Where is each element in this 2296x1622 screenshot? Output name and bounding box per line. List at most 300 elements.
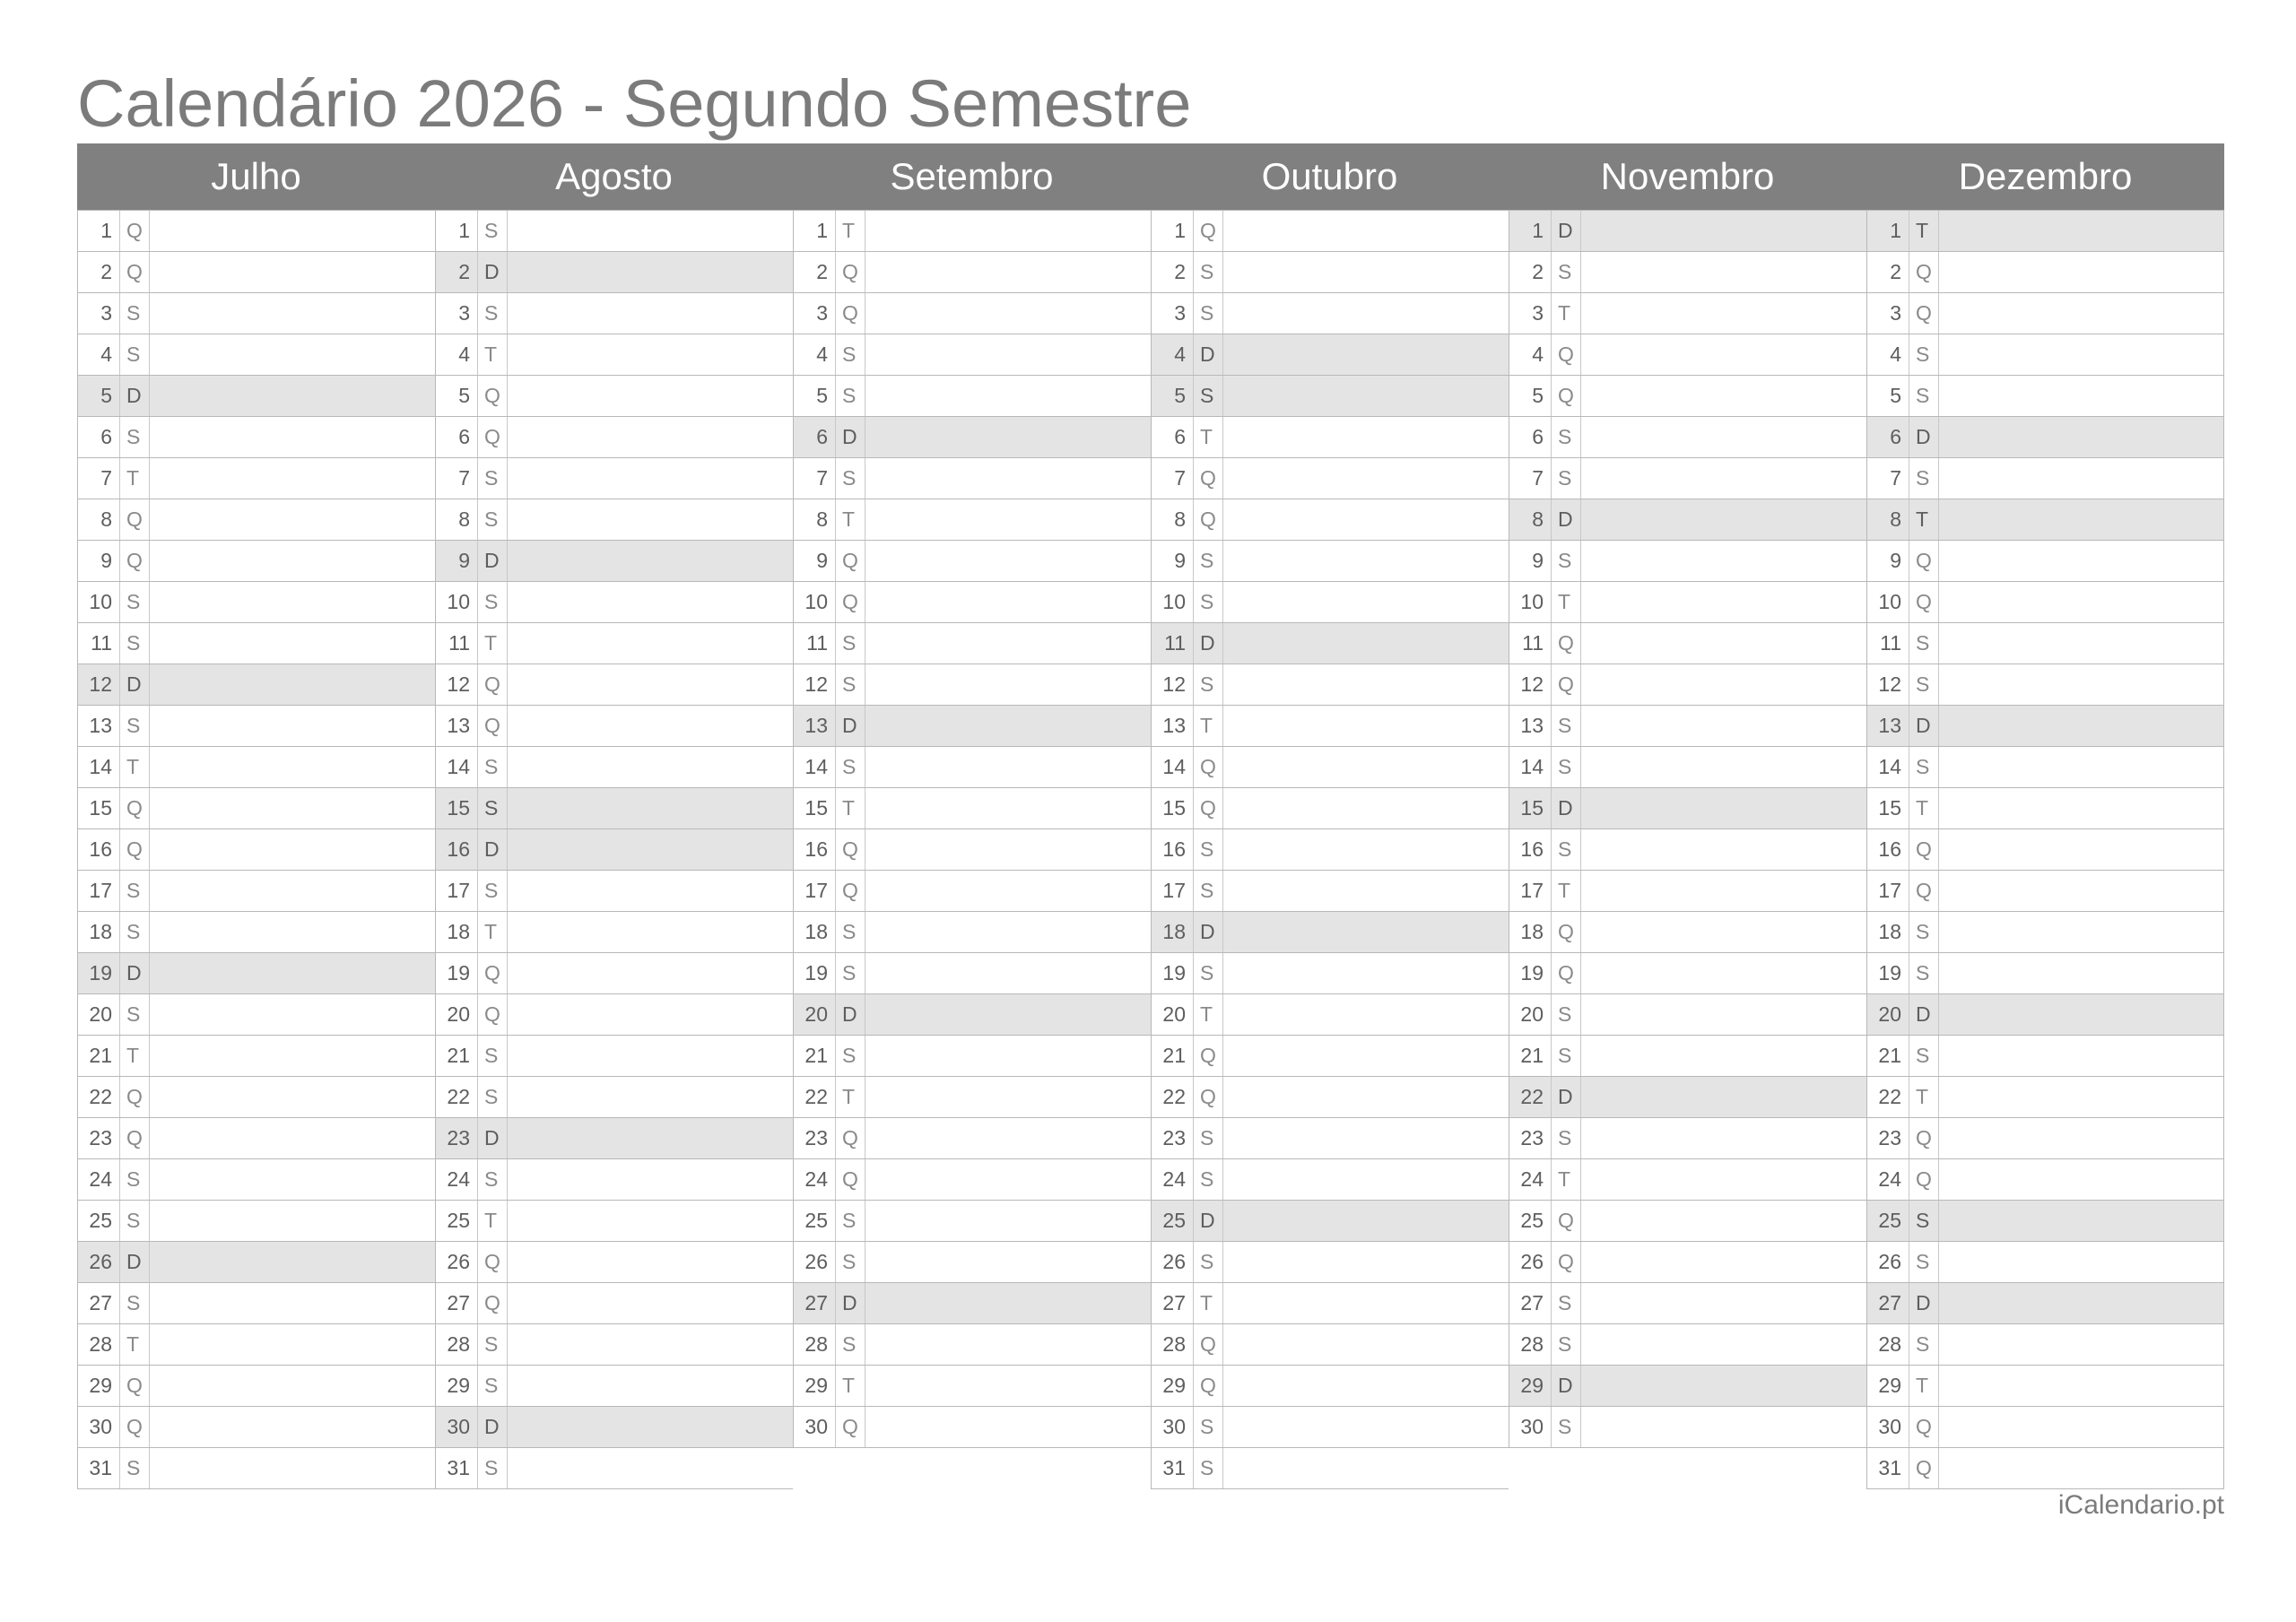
day-number: 7 (1509, 458, 1552, 499)
weekday-letter: D (120, 664, 150, 705)
day-row (794, 1366, 1151, 1407)
weekday-letter: Q (1194, 1324, 1223, 1365)
note-cell[interactable] (508, 994, 793, 1035)
note-cell[interactable] (1939, 458, 2223, 499)
day-row (1509, 706, 1866, 747)
weekday-letter: Q (478, 417, 508, 457)
note-cell[interactable] (865, 499, 1151, 540)
note-cell[interactable] (150, 1201, 435, 1241)
day-number: 8 (78, 499, 120, 540)
note-cell[interactable] (1581, 1366, 1866, 1406)
note-cell[interactable] (508, 829, 793, 870)
day-row (78, 458, 435, 499)
note-cell[interactable] (865, 829, 1151, 870)
note-cell[interactable] (865, 664, 1151, 705)
weekday-letter: Q (1194, 1036, 1223, 1076)
note-cell[interactable] (150, 788, 435, 828)
day-row (436, 376, 793, 417)
note-cell[interactable] (1223, 1242, 1509, 1282)
note-cell[interactable] (1581, 541, 1866, 581)
note-cell[interactable] (150, 1407, 435, 1447)
day-number: 15 (1152, 788, 1194, 828)
weekday-letter: S (836, 334, 865, 375)
note-cell[interactable] (1939, 912, 2223, 952)
weekday-letter: T (478, 334, 508, 375)
note-cell[interactable] (865, 1407, 1151, 1447)
weekday-letter: S (1909, 1036, 1939, 1076)
weekday-letter: T (1909, 788, 1939, 828)
weekday-letter: T (120, 1036, 150, 1076)
day-row (436, 1366, 793, 1407)
note-cell[interactable] (1223, 871, 1509, 911)
weekday-letter: S (836, 1324, 865, 1365)
day-row-highlighted (78, 953, 435, 994)
day-number: 20 (794, 994, 836, 1035)
note-cell[interactable] (1223, 376, 1509, 416)
note-cell[interactable] (508, 1448, 793, 1488)
weekday-letter: S (1909, 953, 1939, 993)
day-row-highlighted (1867, 1283, 2223, 1324)
note-cell[interactable] (508, 376, 793, 416)
day-row (436, 953, 793, 994)
note-cell[interactable] (150, 1118, 435, 1158)
weekday-letter: D (1909, 417, 1939, 457)
note-cell[interactable] (508, 1159, 793, 1200)
weekday-letter: Q (836, 1118, 865, 1158)
weekday-letter: Q (1909, 252, 1939, 292)
note-cell[interactable] (1581, 706, 1866, 746)
note-cell[interactable] (1939, 1448, 2223, 1488)
weekday-letter: S (1194, 252, 1223, 292)
note-cell[interactable] (1939, 623, 2223, 664)
weekday-letter: S (1909, 334, 1939, 375)
note-cell[interactable] (865, 623, 1151, 664)
note-cell[interactable] (1223, 912, 1509, 952)
note-cell[interactable] (150, 747, 435, 787)
note-cell[interactable] (1939, 376, 2223, 416)
note-cell[interactable] (1939, 499, 2223, 540)
note-cell[interactable] (150, 994, 435, 1035)
day-row-highlighted (1152, 1201, 1509, 1242)
day-number: 17 (794, 871, 836, 911)
day-row (78, 1201, 435, 1242)
note-cell[interactable] (1223, 1159, 1509, 1200)
note-cell[interactable] (508, 953, 793, 993)
note-cell[interactable] (508, 1201, 793, 1241)
weekday-letter: S (478, 1077, 508, 1117)
note-cell[interactable] (1581, 499, 1866, 540)
note-cell[interactable] (865, 953, 1151, 993)
day-row (794, 334, 1151, 376)
note-cell[interactable] (508, 1077, 793, 1117)
note-cell[interactable] (1581, 994, 1866, 1035)
day-number: 11 (1152, 623, 1194, 664)
note-cell[interactable] (865, 1159, 1151, 1200)
note-cell[interactable] (150, 1324, 435, 1365)
note-cell[interactable] (150, 953, 435, 993)
weekday-letter: S (1552, 1118, 1581, 1158)
day-number: 12 (78, 664, 120, 705)
note-cell[interactable] (1939, 417, 2223, 457)
weekday-letter: T (478, 912, 508, 952)
note-cell[interactable] (150, 582, 435, 622)
weekday-letter: S (1909, 1324, 1939, 1365)
weekday-letter: S (1194, 293, 1223, 334)
note-cell[interactable] (1939, 541, 2223, 581)
note-cell[interactable] (865, 541, 1151, 581)
day-number: 31 (1152, 1448, 1194, 1488)
note-cell[interactable] (1581, 1242, 1866, 1282)
note-cell[interactable] (508, 747, 793, 787)
note-cell[interactable] (1581, 829, 1866, 870)
day-number: 19 (436, 953, 478, 993)
note-cell[interactable] (1939, 871, 2223, 911)
note-cell[interactable] (508, 293, 793, 334)
day-number: 12 (1867, 664, 1909, 705)
note-cell[interactable] (1581, 211, 1866, 251)
note-cell[interactable] (150, 1077, 435, 1117)
day-number: 21 (78, 1036, 120, 1076)
note-cell[interactable] (508, 912, 793, 952)
weekday-letter: T (1194, 417, 1223, 457)
note-cell[interactable] (1581, 293, 1866, 334)
note-cell[interactable] (1223, 1201, 1509, 1241)
note-cell[interactable] (150, 1036, 435, 1076)
note-cell[interactable] (508, 417, 793, 457)
weekday-letter: Q (478, 1283, 508, 1323)
day-number: 13 (78, 706, 120, 746)
note-cell[interactable] (508, 1407, 793, 1447)
note-cell[interactable] (865, 211, 1151, 251)
note-cell[interactable] (508, 541, 793, 581)
note-cell[interactable] (150, 334, 435, 375)
note-cell[interactable] (1581, 252, 1866, 292)
day-number: 17 (78, 871, 120, 911)
day-row (1867, 334, 2223, 376)
note-cell[interactable] (1939, 334, 2223, 375)
note-cell[interactable] (1939, 211, 2223, 251)
note-cell[interactable] (1939, 1324, 2223, 1365)
note-cell[interactable] (1223, 1118, 1509, 1158)
weekday-letter: T (1552, 871, 1581, 911)
weekday-letter: S (836, 1242, 865, 1282)
day-row (436, 210, 793, 252)
day-row (1509, 912, 1866, 953)
note-cell[interactable] (1581, 788, 1866, 828)
day-number: 25 (1152, 1201, 1194, 1241)
note-cell[interactable] (1581, 1118, 1866, 1158)
note-cell[interactable] (508, 871, 793, 911)
note-cell[interactable] (865, 912, 1151, 952)
note-cell[interactable] (150, 829, 435, 870)
day-list (1509, 210, 1866, 1448)
note-cell[interactable] (1223, 1366, 1509, 1406)
note-cell[interactable] (150, 499, 435, 540)
weekday-letter: S (478, 788, 508, 828)
note-cell[interactable] (1223, 582, 1509, 622)
note-cell[interactable] (1223, 1324, 1509, 1365)
note-cell[interactable] (150, 1366, 435, 1406)
note-cell[interactable] (1939, 1407, 2223, 1447)
day-number: 13 (1509, 706, 1552, 746)
note-cell[interactable] (1581, 458, 1866, 499)
weekday-letter: S (1909, 1242, 1939, 1282)
day-row (1867, 582, 2223, 623)
note-cell[interactable] (1939, 1118, 2223, 1158)
day-number: 15 (1867, 788, 1909, 828)
note-cell[interactable] (1939, 747, 2223, 787)
weekday-letter: S (1194, 829, 1223, 870)
weekday-letter: S (478, 1324, 508, 1365)
note-cell[interactable] (1223, 706, 1509, 746)
note-cell[interactable] (1223, 747, 1509, 787)
day-number: 4 (436, 334, 478, 375)
note-cell[interactable] (1223, 499, 1509, 540)
note-cell[interactable] (150, 706, 435, 746)
day-number: 29 (436, 1366, 478, 1406)
note-cell[interactable] (1581, 1077, 1866, 1117)
note-cell[interactable] (1581, 1407, 1866, 1447)
note-cell[interactable] (1939, 706, 2223, 746)
note-cell[interactable] (1581, 664, 1866, 705)
note-cell[interactable] (1581, 747, 1866, 787)
note-cell[interactable] (865, 1324, 1151, 1365)
day-row (78, 1159, 435, 1201)
note-cell[interactable] (150, 458, 435, 499)
note-cell[interactable] (865, 293, 1151, 334)
day-number: 19 (794, 953, 836, 993)
day-number: 3 (78, 293, 120, 334)
day-number: 10 (78, 582, 120, 622)
note-cell[interactable] (1939, 664, 2223, 705)
day-number: 24 (436, 1159, 478, 1200)
day-number: 25 (1867, 1201, 1909, 1241)
weekday-letter: T (1194, 706, 1223, 746)
note-cell[interactable] (150, 1448, 435, 1488)
day-row (1867, 1036, 2223, 1077)
note-cell[interactable] (1581, 1036, 1866, 1076)
day-row (78, 912, 435, 953)
day-number: 16 (1867, 829, 1909, 870)
day-number: 23 (1867, 1118, 1909, 1158)
note-cell[interactable] (865, 1242, 1151, 1282)
day-number: 21 (1509, 1036, 1552, 1076)
note-cell[interactable] (1939, 1036, 2223, 1076)
day-number: 11 (436, 623, 478, 664)
note-cell[interactable] (150, 623, 435, 664)
note-cell[interactable] (1939, 1159, 2223, 1200)
note-cell[interactable] (150, 912, 435, 952)
note-cell[interactable] (1581, 1283, 1866, 1323)
weekday-letter: S (120, 582, 150, 622)
note-cell[interactable] (1939, 1242, 2223, 1282)
note-cell[interactable] (1581, 334, 1866, 375)
note-cell[interactable] (1939, 582, 2223, 622)
day-row (1509, 252, 1866, 293)
note-cell[interactable] (150, 293, 435, 334)
note-cell[interactable] (150, 1283, 435, 1323)
day-number: 15 (78, 788, 120, 828)
day-number: 7 (1867, 458, 1909, 499)
note-cell[interactable] (1223, 953, 1509, 993)
note-cell[interactable] (1223, 211, 1509, 251)
note-cell[interactable] (865, 1283, 1151, 1323)
note-cell[interactable] (1223, 252, 1509, 292)
note-cell[interactable] (1581, 417, 1866, 457)
note-cell[interactable] (1223, 788, 1509, 828)
note-cell[interactable] (1223, 334, 1509, 375)
day-row (436, 1201, 793, 1242)
note-cell[interactable] (865, 376, 1151, 416)
day-number: 2 (436, 252, 478, 292)
weekday-letter: S (120, 1283, 150, 1323)
note-cell[interactable] (1223, 664, 1509, 705)
note-cell[interactable] (865, 871, 1151, 911)
day-row (1509, 871, 1866, 912)
note-cell[interactable] (1581, 1324, 1866, 1365)
weekday-letter: S (478, 458, 508, 499)
month-header: Setembro (793, 143, 1151, 210)
note-cell[interactable] (1581, 376, 1866, 416)
note-cell[interactable] (1581, 582, 1866, 622)
note-cell[interactable] (508, 252, 793, 292)
note-cell[interactable] (1581, 953, 1866, 993)
note-cell[interactable] (1581, 1201, 1866, 1241)
note-cell[interactable] (150, 252, 435, 292)
note-cell[interactable] (865, 334, 1151, 375)
note-cell[interactable] (1223, 829, 1509, 870)
note-cell[interactable] (508, 582, 793, 622)
note-cell[interactable] (865, 706, 1151, 746)
footer-brand[interactable]: iCalendario.pt (2057, 1490, 2224, 1520)
note-cell[interactable] (1223, 293, 1509, 334)
day-row (436, 664, 793, 706)
note-cell[interactable] (1939, 1366, 2223, 1406)
note-cell[interactable] (508, 1366, 793, 1406)
note-cell[interactable] (1581, 912, 1866, 952)
note-cell[interactable] (508, 458, 793, 499)
note-cell[interactable] (1223, 994, 1509, 1035)
weekday-letter: D (1552, 1366, 1581, 1406)
day-number: 3 (1509, 293, 1552, 334)
month-header: Outubro (1151, 143, 1509, 210)
day-row (1152, 1283, 1509, 1324)
note-cell[interactable] (508, 788, 793, 828)
note-cell[interactable] (865, 1036, 1151, 1076)
note-cell[interactable] (150, 376, 435, 416)
note-cell[interactable] (1223, 1407, 1509, 1447)
note-cell[interactable] (865, 1077, 1151, 1117)
note-cell[interactable] (1939, 788, 2223, 828)
note-cell[interactable] (1939, 829, 2223, 870)
note-cell[interactable] (1939, 252, 2223, 292)
day-row (1509, 1159, 1866, 1201)
weekday-letter: Q (1552, 334, 1581, 375)
weekday-letter: S (836, 623, 865, 664)
weekday-letter: D (1552, 499, 1581, 540)
day-row (1867, 912, 2223, 953)
day-number: 24 (794, 1159, 836, 1200)
note-cell[interactable] (150, 417, 435, 457)
note-cell[interactable] (150, 871, 435, 911)
day-row (1867, 953, 2223, 994)
day-row (436, 912, 793, 953)
month-header: Julho (77, 143, 435, 210)
note-cell[interactable] (508, 1283, 793, 1323)
note-cell[interactable] (508, 1242, 793, 1282)
note-cell[interactable] (865, 994, 1151, 1035)
weekday-letter: S (1194, 541, 1223, 581)
note-cell[interactable] (865, 788, 1151, 828)
note-cell[interactable] (1223, 1283, 1509, 1323)
note-cell[interactable] (508, 334, 793, 375)
note-cell[interactable] (150, 541, 435, 581)
note-cell[interactable] (1223, 1036, 1509, 1076)
note-cell[interactable] (865, 252, 1151, 292)
note-cell[interactable] (865, 458, 1151, 499)
note-cell[interactable] (508, 1118, 793, 1158)
note-cell[interactable] (865, 1201, 1151, 1241)
note-cell[interactable] (1939, 293, 2223, 334)
note-cell[interactable] (865, 1118, 1151, 1158)
day-row (78, 1407, 435, 1448)
note-cell[interactable] (508, 623, 793, 664)
note-cell[interactable] (1223, 623, 1509, 664)
day-number: 28 (1509, 1324, 1552, 1365)
note-cell[interactable] (1223, 417, 1509, 457)
note-cell[interactable] (1939, 1283, 2223, 1323)
note-cell[interactable] (865, 582, 1151, 622)
note-cell[interactable] (150, 1242, 435, 1282)
day-number: 2 (78, 252, 120, 292)
note-cell[interactable] (150, 664, 435, 705)
weekday-letter: T (836, 788, 865, 828)
day-number: 18 (436, 912, 478, 952)
note-cell[interactable] (865, 747, 1151, 787)
day-row (1509, 334, 1866, 376)
note-cell[interactable] (1223, 458, 1509, 499)
note-cell[interactable] (508, 706, 793, 746)
day-number: 16 (1152, 829, 1194, 870)
note-cell[interactable] (1939, 994, 2223, 1035)
note-cell[interactable] (508, 1036, 793, 1076)
note-cell[interactable] (1223, 541, 1509, 581)
weekday-letter: S (1552, 1407, 1581, 1447)
day-row (78, 293, 435, 334)
day-row (794, 664, 1151, 706)
note-cell[interactable] (1223, 1077, 1509, 1117)
note-cell[interactable] (1939, 953, 2223, 993)
day-row (78, 210, 435, 252)
note-cell[interactable] (150, 1159, 435, 1200)
note-cell[interactable] (1939, 1201, 2223, 1241)
note-cell[interactable] (508, 499, 793, 540)
note-cell[interactable] (508, 664, 793, 705)
note-cell[interactable] (1581, 1159, 1866, 1200)
note-cell[interactable] (1581, 623, 1866, 664)
note-cell[interactable] (865, 1366, 1151, 1406)
weekday-letter: S (1194, 664, 1223, 705)
day-number: 3 (1152, 293, 1194, 334)
day-number: 10 (436, 582, 478, 622)
note-cell[interactable] (1223, 1448, 1509, 1488)
note-cell[interactable] (1939, 1077, 2223, 1117)
note-cell[interactable] (150, 211, 435, 251)
note-cell[interactable] (508, 211, 793, 251)
note-cell[interactable] (1581, 871, 1866, 911)
note-cell[interactable] (865, 417, 1151, 457)
note-cell[interactable] (508, 1324, 793, 1365)
